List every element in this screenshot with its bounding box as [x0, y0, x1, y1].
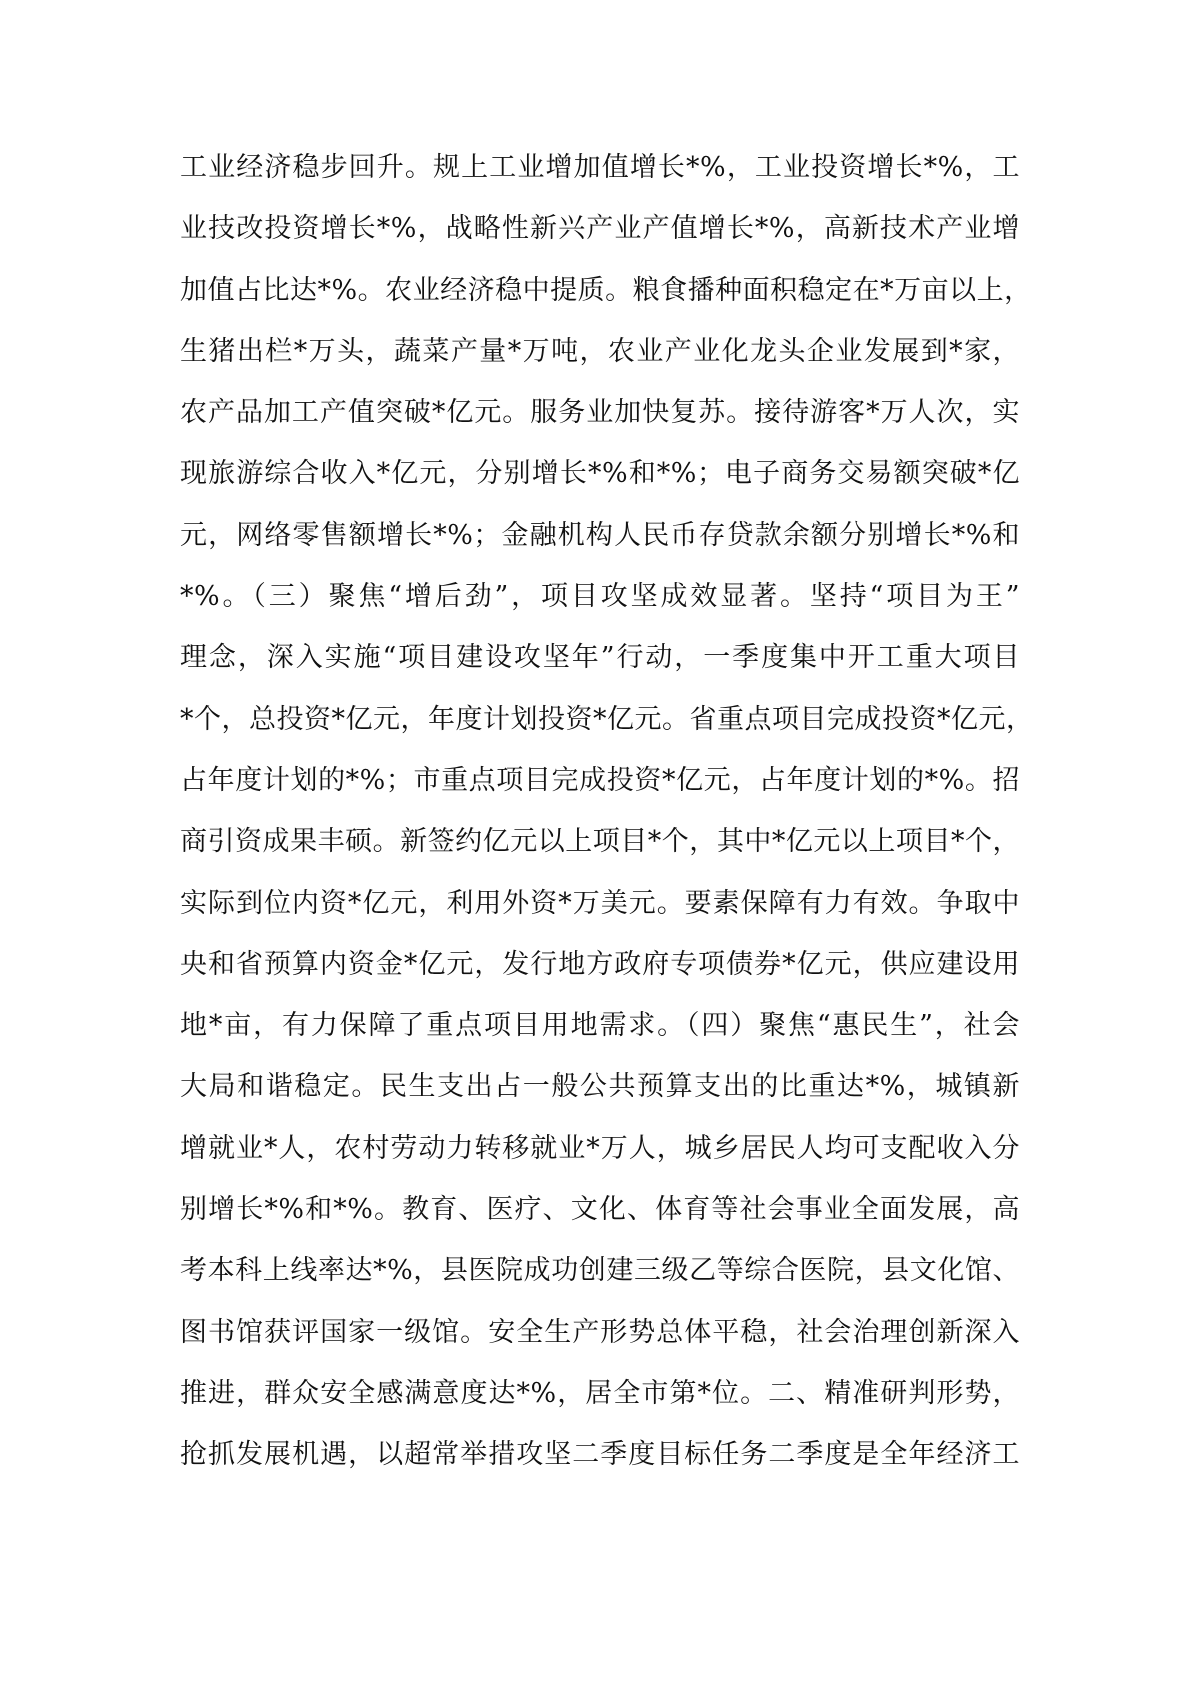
body-text: [180, 152, 1034, 1501]
text-line-13: 实际到位内资*亿元，利用外资*万美元。要素保障有力有效。争取中: [180, 887, 1020, 919]
text-line-20: 图书馆获评国家一级馆。安全生产形势总体平稳，社会治理创新深入: [180, 1316, 1020, 1348]
text-line-5: 农产品加工产值突破*亿元。服务业加快复苏。接待游客*万人次，实: [180, 397, 1020, 429]
text-line-8: *%。（三）聚焦“增后劲”，项目攻坚成效显著。坚持“项目为王”: [180, 581, 1020, 613]
text-line-10: *个，总投资*亿元，年度计划投资*亿元。省重点项目完成投资*亿元，: [180, 703, 1034, 735]
text-line-12: 商引资成果丰硕。新签约亿元以上项目*个，其中*亿元以上项目*个，: [180, 826, 1020, 858]
text-line-4: 生猪出栏*万头，蔬菜产量*万吨，农业产业化龙头企业发展到*家，: [180, 335, 1020, 367]
text-line-2: 业技改投资增长*%，战略性新兴产业产值增长*%，高新技术产业增: [180, 213, 1020, 245]
text-line-6: 现旅游综合收入*亿元，分别增长*%和*%；电子商务交易额突破*亿: [180, 458, 1020, 490]
text-line-3: 加值占比达*%。农业经济稳中提质。粮食播种面积稳定在*万亩以上，: [180, 274, 1032, 306]
text-line-16: 大局和谐稳定。民生支出占一般公共预算支出的比重达*%，城镇新: [180, 1071, 1020, 1103]
text-line-21: 推进，群众安全感满意度达*%，居全市第*位。二、精准研判形势，: [180, 1377, 1020, 1409]
text-line-14: 央和省预算内资金*亿元，发行地方政府专项债券*亿元，供应建设用: [180, 948, 1020, 980]
text-line-18: 别增长*%和*%。教育、医疗、文化、体育等社会事业全面发展，高: [180, 1194, 1020, 1226]
text-line-19: 考本科上线率达*%，县医院成功创建三级乙等综合医院，县文化馆、: [180, 1255, 1020, 1287]
text-line-17: 增就业*人，农村劳动力转移就业*万人，城乡居民人均可支配收入分: [180, 1132, 1020, 1164]
text-line-15: 地*亩，有力保障了重点项目用地需求。（四）聚焦“惠民生”，社会: [180, 1010, 1020, 1042]
text-line-9: 理念，深入实施“项目建设攻坚年”行动，一季度集中开工重大项目: [180, 642, 1020, 674]
text-line-1: 工业经济稳步回升。规上工业增加值增长*%，工业投资增长*%，工: [180, 152, 1020, 183]
text-line-22: 抢抓发展机遇，以超常举措攻坚二季度目标任务二季度是全年经济工: [180, 1439, 1020, 1471]
text-line-7: 元，网络零售额增长*%；金融机构人民币存贷款余额分别增长*%和: [180, 519, 1020, 551]
text-line-11: 占年度计划的*%；市重点项目完成投资*亿元，占年度计划的*%。招: [180, 764, 1020, 796]
